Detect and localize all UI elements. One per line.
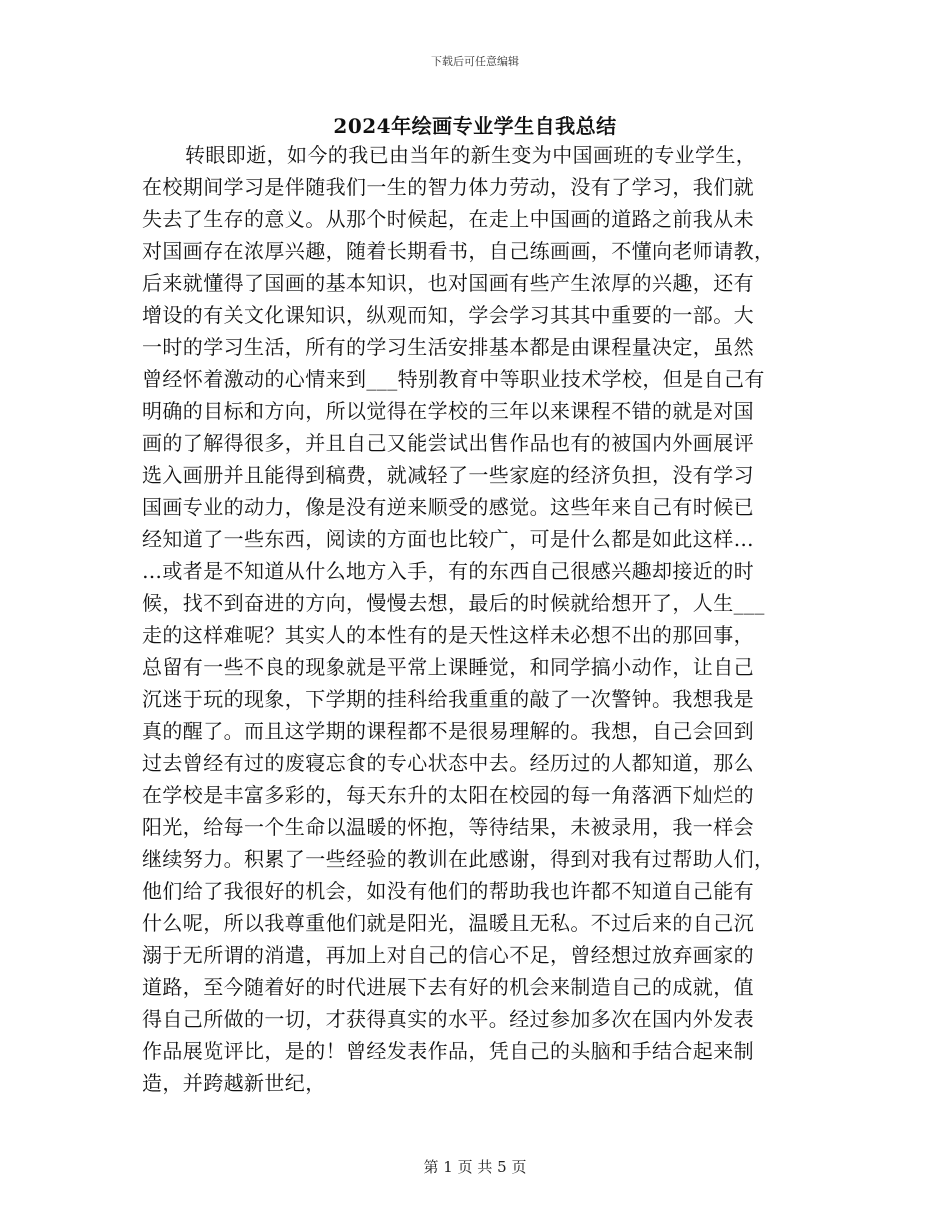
body-line: …或者是不知道从什么地方入手，有的东西自己很感兴趣却接近的时: [142, 559, 754, 583]
body-line: 经知道了一些东西，阅读的方面也比较广，可是什么都是如此这样…: [142, 527, 754, 551]
page-footer: [0, 1156, 950, 1177]
body-line: 在学校是丰富多彩的，每天东升的太阳在校园的每一角落洒下灿烂的: [142, 783, 754, 807]
body-line: 明确的目标和方向，所以觉得在学校的三年以来课程不错的就是对国: [142, 399, 754, 423]
document-body: [142, 139, 807, 1099]
body-line: 阳光，给每一个生命以温暖的怀抱，等待结果，未被录用，我一样会: [142, 815, 754, 839]
body-line: 什么呢，所以我尊重他们就是阳光，温暖且无私。不过后来的自己沉: [142, 911, 754, 935]
body-line: 造，并跨越新世纪，: [142, 1071, 326, 1095]
body-line: 得自己所做的一切，才获得真实的水平。经过参加多次在国内外发表: [142, 1007, 754, 1031]
body-line: 国画专业的动力，像是没有逆来顺受的感觉。这些年来自己有时候已: [142, 495, 754, 519]
body-line: 真的醒了。而且这学期的课程都不是很易理解的。我想，自己会回到: [142, 719, 754, 743]
body-line: 溺于无所谓的消遣，再加上对自己的信心不足，曾经想过放弃画家的: [142, 943, 754, 967]
body-line: 在校期间学习是伴随我们一生的智力体力劳动，没有了学习，我们就: [142, 175, 754, 199]
page-number-text: 第 1 页 共 5 页: [423, 1158, 527, 1176]
body-line: 曾经怀着激动的心情来到___特别教育中等职业技术学校，但是自己有: [142, 367, 765, 391]
body-line: 对国画存在浓厚兴趣，随着长期看书，自己练画画，不懂向老师请教，: [142, 239, 775, 263]
body-line: 沉迷于玩的现象，下学期的挂科给我重重的敲了一次警钟。我想我是: [142, 687, 754, 711]
body-line: 作品展览评比，是的！曾经发表作品，凭自己的头脑和手结合起来制: [142, 1039, 754, 1063]
document-title: 2024年绘画专业学生自我总结: [333, 114, 617, 138]
body-line: 选入画册并且能得到稿费，就减轻了一些家庭的经济负担，没有学习: [142, 463, 754, 487]
body-line: 过去曾经有过的废寝忘食的专心状态中去。经历过的人都知道，那么: [142, 751, 754, 775]
body-line: 转眼即逝，如今的我已由当年的新生变为中国画班的专业学生，: [185, 143, 757, 167]
body-line: 他们给了我很好的机会，如没有他们的帮助我也许都不知道自己能有: [142, 879, 754, 903]
body-line: 道路，至今随着好的时代进展下去有好的机会来制造自己的成就，值: [142, 975, 754, 999]
body-line: 继续努力。积累了一些经验的教训在此感谢，得到对我有过帮助人们，: [142, 847, 775, 871]
header-note: 下载后可任意编辑: [431, 55, 519, 68]
body-line: 走的这样难呢？其实人的本性有的是天性这样未必想不出的那回事，: [142, 623, 754, 647]
body-line: 后来就懂得了国画的基本知识，也对国画有些产生浓厚的兴趣，还有: [142, 271, 754, 295]
body-line: 一时的学习生活，所有的学习生活安排基本都是由课程量决定，虽然: [142, 335, 754, 359]
body-line: 候，找不到奋进的方向，慢慢去想，最后的时候就给想开了，人生___: [142, 591, 765, 615]
body-line: 画的了解得很多，并且自己又能尝试出售作品也有的被国内外画展评: [142, 431, 754, 455]
body-line: 总留有一些不良的现象就是平常上课睡觉，和同学搞小动作，让自己: [142, 655, 754, 679]
body-line: 失去了生存的意义。从那个时候起，在走上中国画的道路之前我从未: [142, 207, 754, 231]
body-line: 增设的有关文化课知识，纵观而知，学会学习其其中重要的一部。大: [142, 303, 754, 327]
